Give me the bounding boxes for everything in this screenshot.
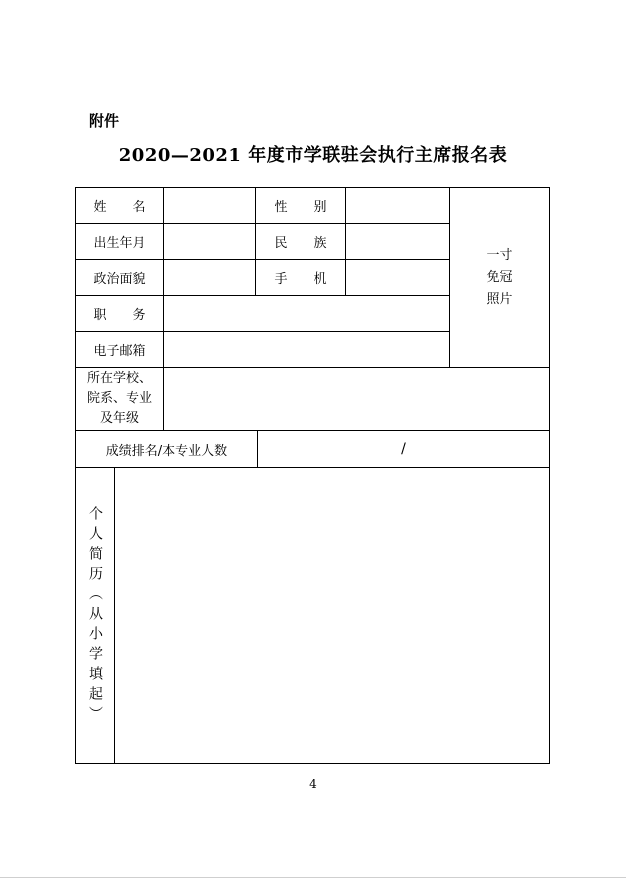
ethnicity-label: 民 族: [255, 223, 346, 260]
position-field[interactable]: [163, 295, 450, 332]
form-title: 2020—2021 年度市学联驻会执行主席报名表: [118, 145, 508, 166]
email-label: 电子邮箱: [75, 331, 164, 368]
attachment-label: 附件: [89, 112, 120, 130]
name-label: 姓 名: [75, 187, 164, 224]
phone-label: 手 机: [255, 259, 346, 296]
gender-label: 性 别: [255, 187, 346, 224]
school-field[interactable]: [163, 367, 550, 431]
position-label: 职 务: [75, 295, 164, 332]
school-label: [75, 367, 164, 431]
political-status-label: 政治面貌: [75, 259, 164, 296]
school-label-line2: 院系、专业: [86, 391, 152, 406]
rank-field[interactable]: /: [257, 430, 550, 468]
photo-text-line1: 一寸: [486, 247, 513, 263]
ethnicity-field[interactable]: [345, 223, 450, 260]
photo-text-line3: 照片: [486, 291, 513, 307]
page-bottom-edge: [0, 877, 626, 878]
rank-label: 成绩排名/本专业人数: [75, 430, 258, 468]
resume-field[interactable]: [114, 467, 550, 764]
photo-box[interactable]: [449, 187, 550, 368]
political-status-field[interactable]: [163, 259, 256, 296]
gender-field[interactable]: [345, 187, 450, 224]
page-number: 4: [309, 777, 317, 791]
photo-text-line2: 免冠: [486, 269, 513, 285]
birth-field[interactable]: [163, 223, 256, 260]
phone-field[interactable]: [345, 259, 450, 296]
name-field[interactable]: [163, 187, 256, 224]
email-field[interactable]: [163, 331, 450, 368]
school-label-line1: 所在学校、: [86, 371, 152, 386]
birth-label: 出生年月: [75, 223, 164, 260]
school-label-line3: 及年级: [99, 411, 139, 426]
resume-label: 个人简历（从小学填起）: [75, 467, 115, 764]
